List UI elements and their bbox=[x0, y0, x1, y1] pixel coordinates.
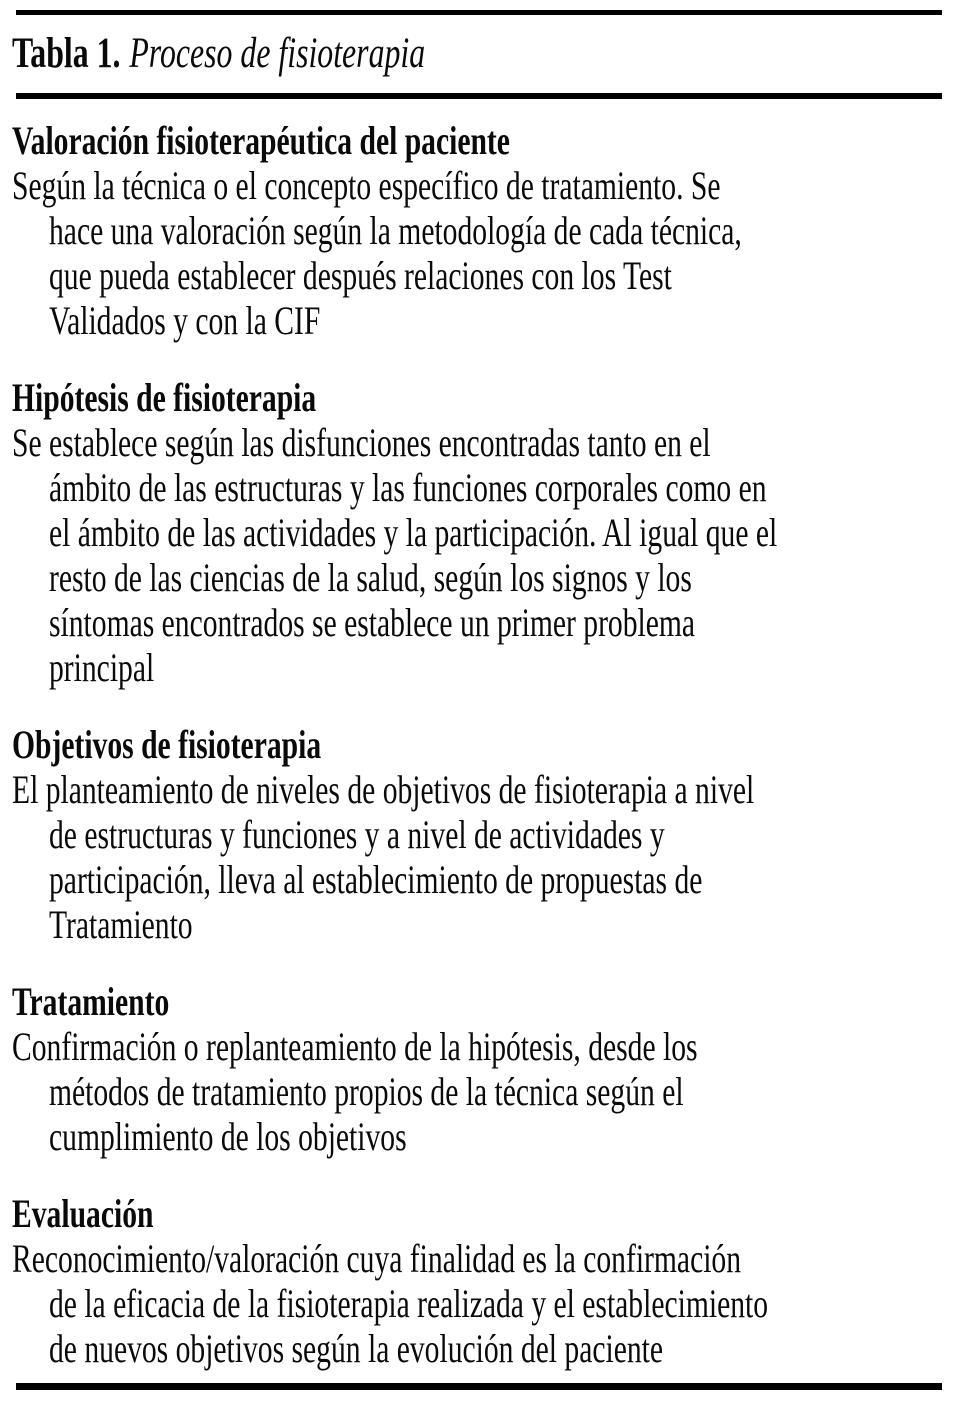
body-line: hace una valoración según la metodología de cada técnica, bbox=[49, 208, 742, 253]
bottom-rule bbox=[16, 1383, 942, 1390]
body-line: Se establece según las disfunciones encontradas tanto en el bbox=[12, 420, 711, 465]
body-line: el ámbito de las actividades y la participación. Al igual que el bbox=[49, 510, 778, 555]
body-line: que pueda establecer después relaciones con los Test bbox=[49, 253, 672, 298]
section-valoracion bbox=[12, 118, 952, 343]
section-heading: Evaluación bbox=[12, 1191, 154, 1236]
body-line: Tratamiento bbox=[49, 902, 193, 947]
paper-table bbox=[0, 10, 953, 1403]
body-line: Reconocimiento/valoración cuya finalidad es la confirmación bbox=[12, 1236, 742, 1281]
body-line: El planteamiento de niveles de objetivos de fisioterapia a nivel bbox=[12, 767, 755, 812]
section-heading: Hipótesis de fisioterapia bbox=[12, 375, 317, 420]
body-line: Según la técnica o el concepto específico de tratamiento. Se bbox=[12, 163, 721, 208]
body-line: cumplimiento de los objetivos bbox=[49, 1114, 407, 1159]
body-line: ámbito de las estructuras y las funciones corporales como en bbox=[49, 465, 767, 510]
section-tratamiento bbox=[12, 979, 952, 1159]
section-heading: Valoración fisioterapéutica del paciente bbox=[12, 118, 510, 163]
body-line: participación, lleva al establecimiento de propuestas de bbox=[49, 857, 703, 902]
section-heading: Objetivos de fisioterapia bbox=[12, 722, 322, 767]
section-heading: Tratamiento bbox=[12, 979, 170, 1024]
body-line: Validados y con la CIF bbox=[49, 298, 321, 343]
body-line: de nuevos objetivos según la evolución del paciente bbox=[49, 1326, 664, 1371]
table-caption bbox=[12, 15, 952, 93]
body-line: métodos de tratamiento propios de la técnica según el bbox=[49, 1069, 684, 1114]
table-body bbox=[12, 99, 952, 1371]
section-hipotesis bbox=[12, 375, 952, 690]
body-line: resto de las ciencias de la salud, según los signos y los bbox=[49, 555, 692, 600]
section-evaluacion bbox=[12, 1191, 952, 1371]
section-objetivos bbox=[12, 722, 952, 947]
body-line: de la eficacia de la fisioterapia realizada y el establecimiento bbox=[49, 1281, 769, 1326]
body-line: Confirmación o replanteamiento de la hipótesis, desde los bbox=[12, 1024, 698, 1069]
table-caption-label: Tabla 1. bbox=[12, 30, 121, 77]
body-line: síntomas encontrados se establece un primer problema bbox=[49, 600, 696, 645]
body-line: principal bbox=[49, 645, 155, 690]
table-caption-title: Proceso de fisioterapia bbox=[129, 30, 426, 77]
body-line: de estructuras y funciones y a nivel de actividades y bbox=[49, 812, 665, 857]
